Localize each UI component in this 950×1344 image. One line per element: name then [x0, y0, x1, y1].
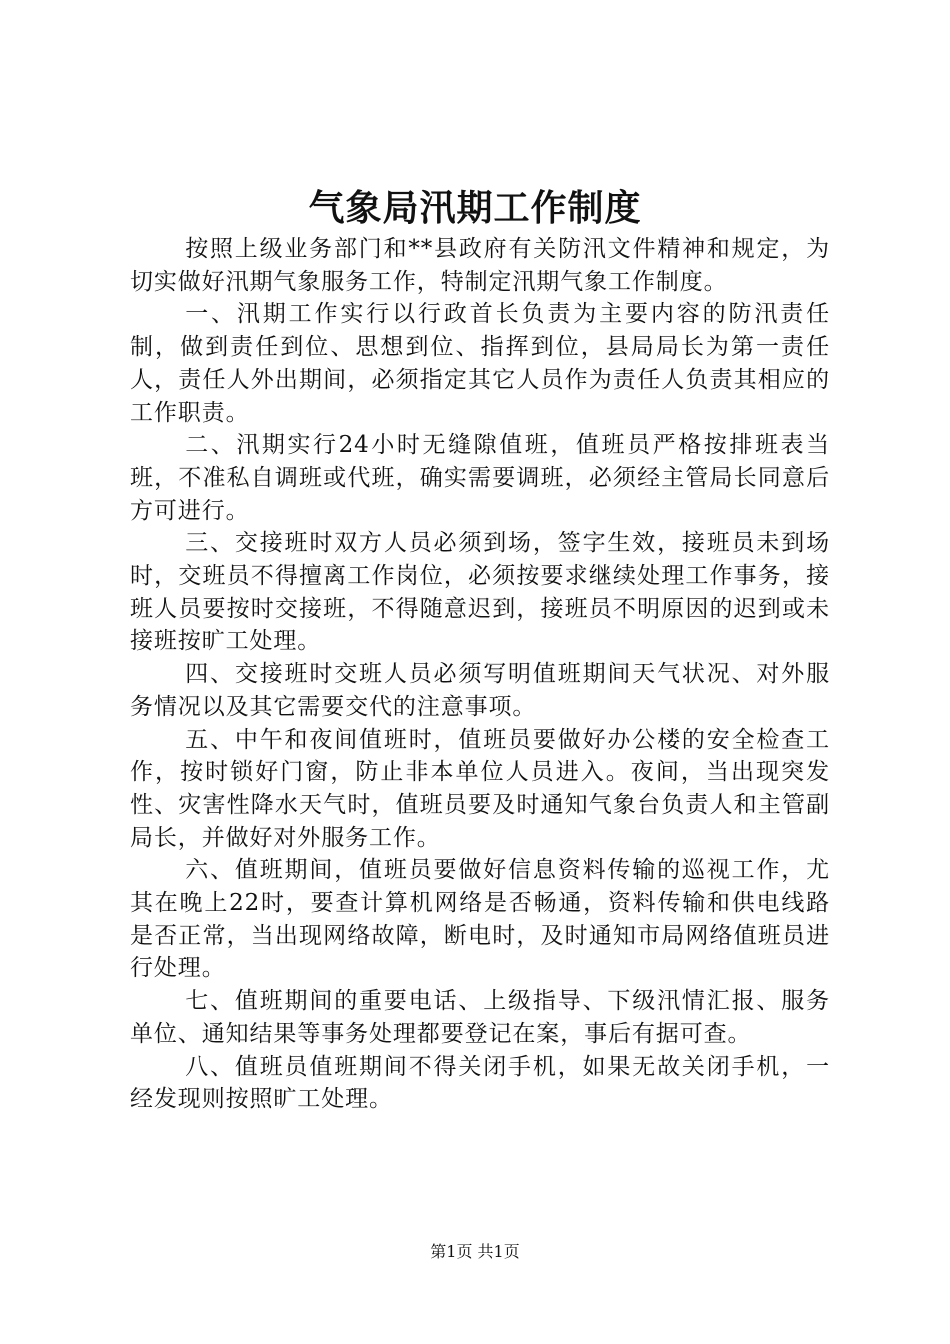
paragraph-item-8: 八、值班员值班期间不得关闭手机，如果无故关闭手机，一经发现则按照旷工处理。	[130, 1053, 830, 1113]
paragraph-item-3: 三、交接班时双方人员必须到场，签字生效，接班员未到场时，交班员不得擅离工作岗位，必须按要求继续处理工作事务，接班人员要按时交接班，不得随意迟到，接班员不明原因的迟到或未接班按旷工处理。	[130, 530, 830, 655]
paragraph-item-2: 二、汛期实行24小时无缝隙值班，值班员严格按排班表当班，不准私自调班或代班，确实需要调班，必须经主管局长同意后方可进行。	[130, 432, 830, 524]
paragraph-item-6: 六、值班期间，值班员要做好信息资料传输的巡视工作，尤其在晚上22时，要查计算机网络是否畅通，资料传输和供电线路是否正常，当出现网络故障，断电时，及时通知市局网络值班员进行处理。	[130, 857, 830, 982]
paragraph-intro: 按照上级业务部门和**县政府有关防汛文件精神和规定，为切实做好汛期气象服务工作，特制定汛期气象工作制度。	[130, 236, 830, 295]
document-title: 气象局汛期工作制度	[308, 187, 642, 229]
paragraph-item-4: 四、交接班时交班人员必须写明值班期间天气状况、对外服务情况以及其它需要交代的注意事项。	[130, 661, 830, 720]
paragraph-item-7: 七、值班期间的重要电话、上级指导、下级汛情汇报、服务单位、通知结果等事务处理都要登记在案，事后有据可查。	[130, 988, 830, 1047]
document-body	[130, 233, 830, 1116]
page-number-footer: 第1页 共1页	[430, 1242, 520, 1261]
paragraph-item-1: 一、汛期工作实行以行政首长负责为主要内容的防汛责任制，做到责任到位、思想到位、指挥到位，县局局长为第一责任人，责任人外出期间，必须指定其它人员作为责任人负责其相应的工作职责。	[130, 301, 830, 426]
paragraph-item-5: 五、中午和夜间值班时，值班员要做好办公楼的安全检查工作，按时锁好门窗，防止非本单位人员进入。夜间，当出现突发性、灾害性降水天气时，值班员要及时通知气象台负责人和主管副局长，并做好对外服务工作。	[130, 726, 830, 851]
